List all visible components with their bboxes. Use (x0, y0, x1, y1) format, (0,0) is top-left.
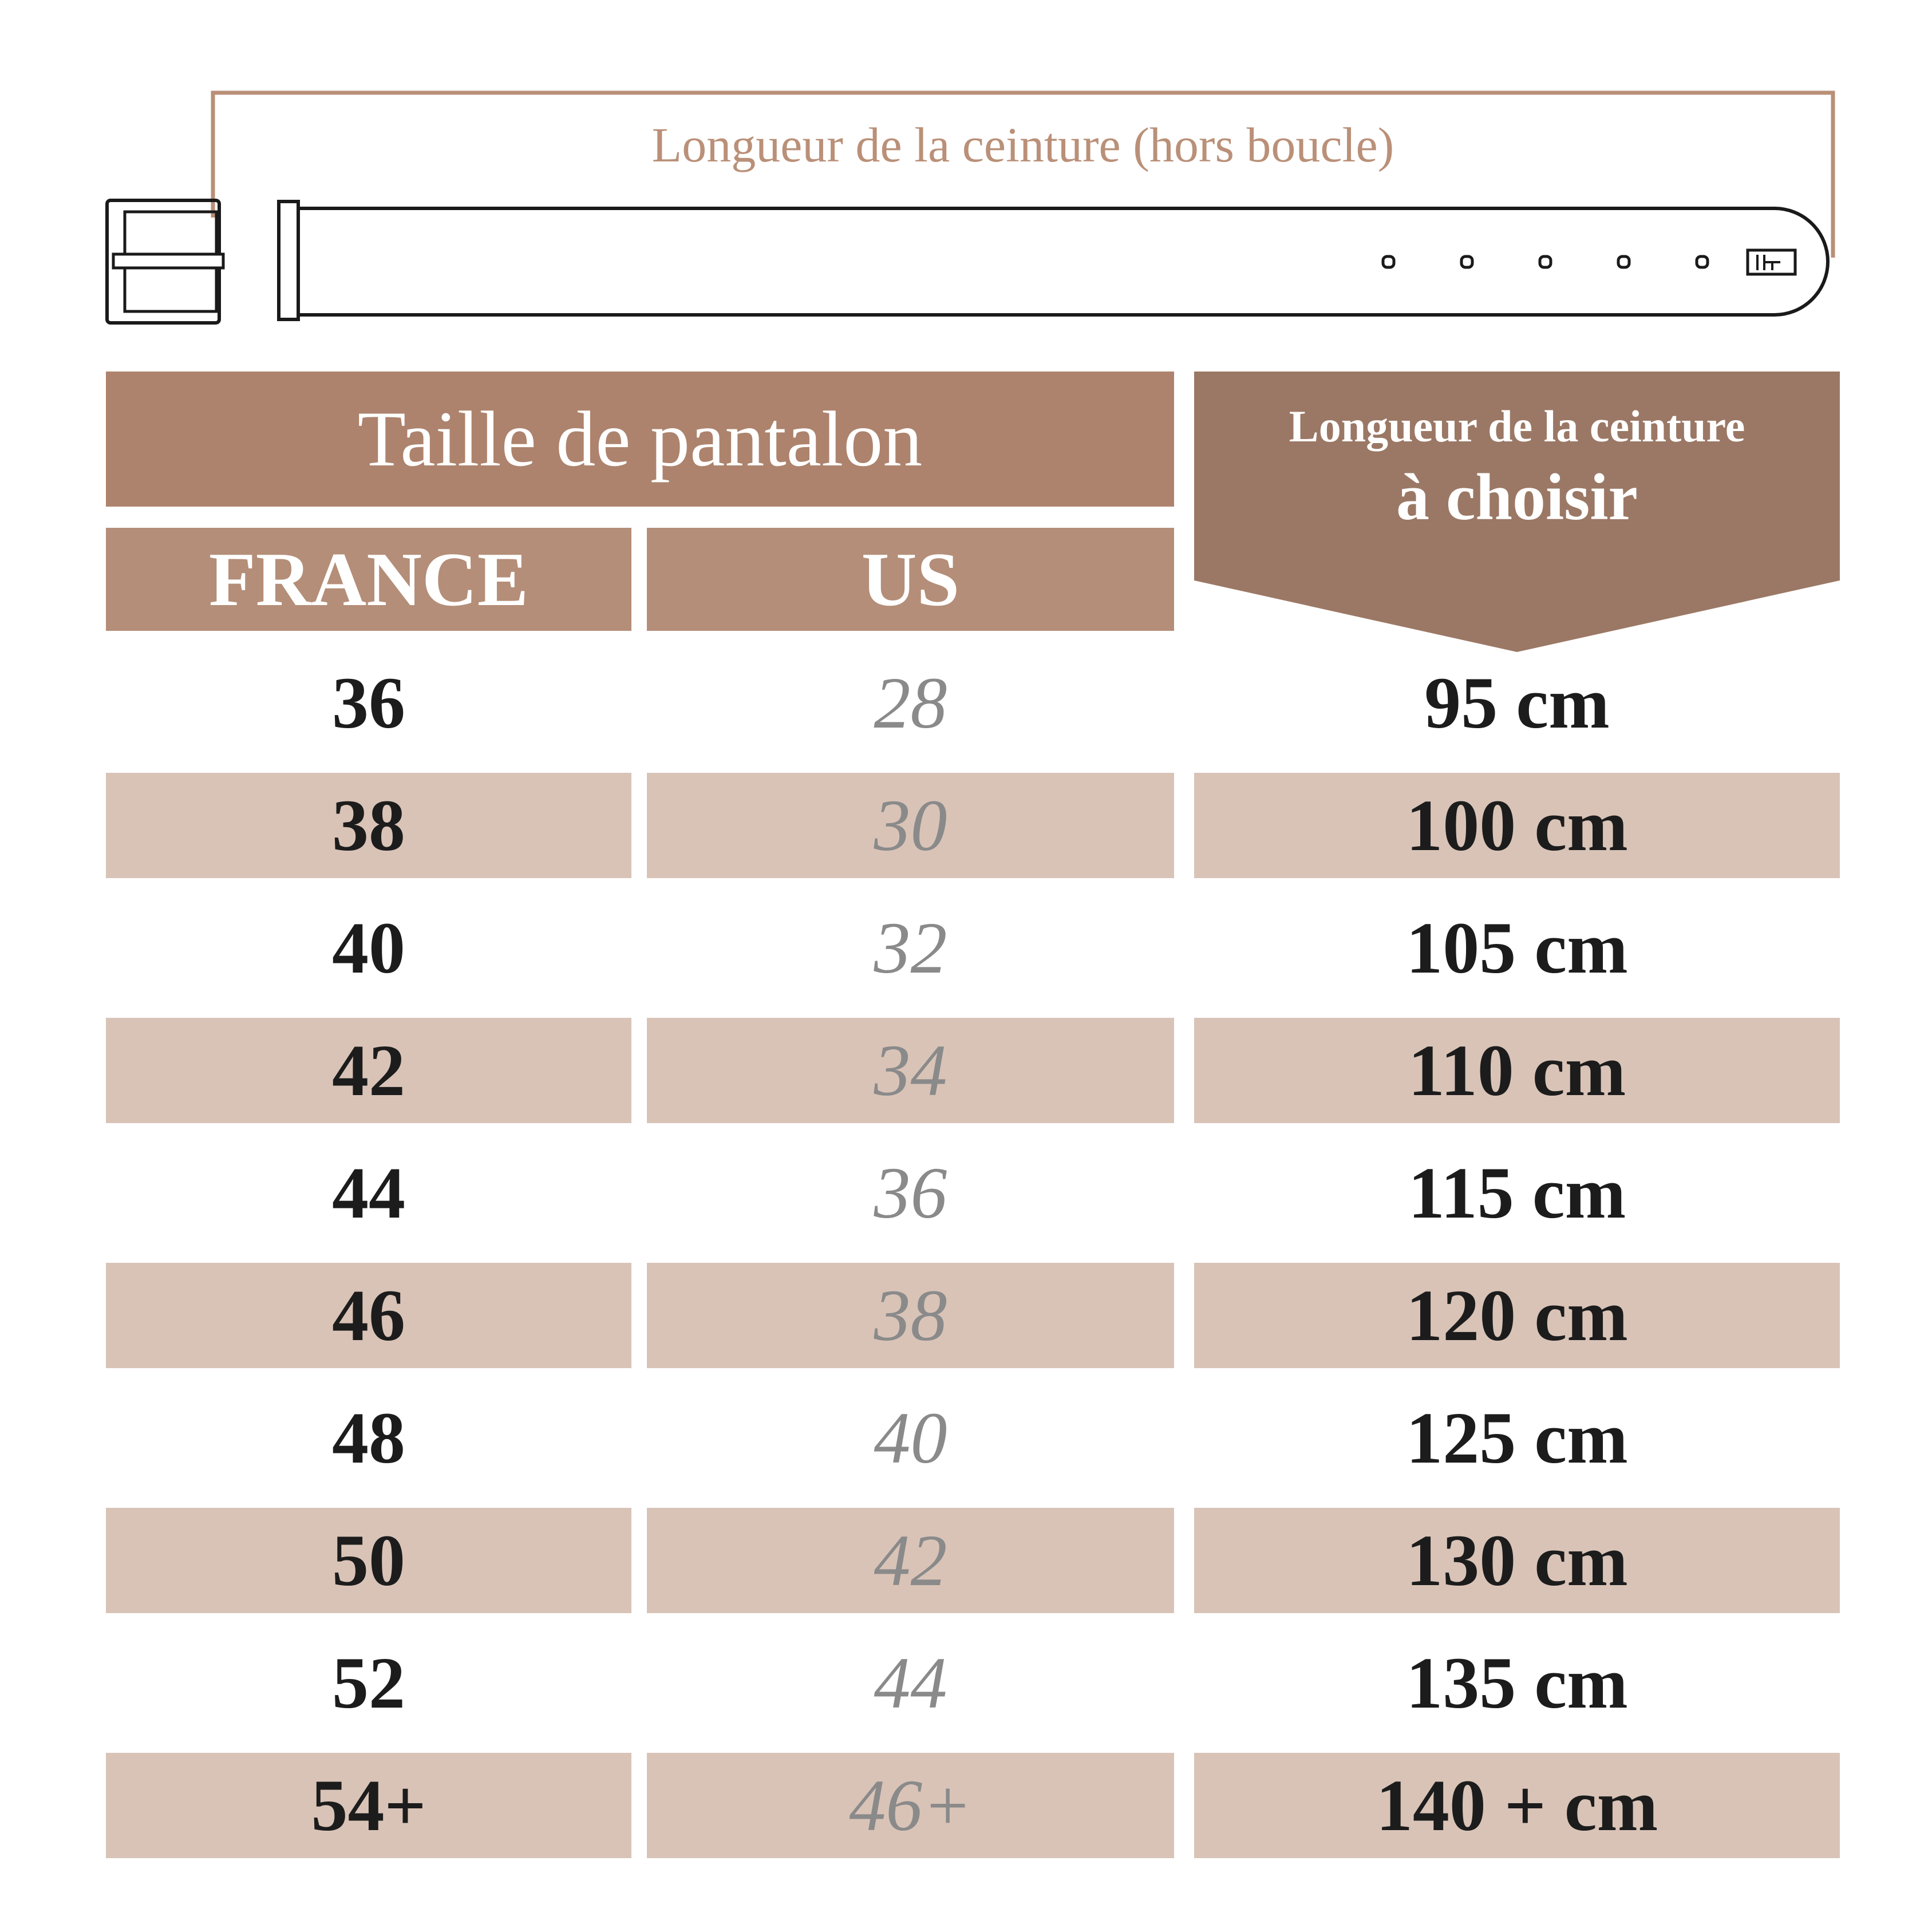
us-header: US (647, 528, 1174, 631)
us-size: 28 (874, 662, 947, 744)
belt-keeper (279, 202, 298, 319)
belt-hole (1461, 256, 1472, 267)
belt-length: 130 cm (1406, 1520, 1628, 1601)
buckle-icon (107, 200, 223, 323)
france-size: 52 (332, 1642, 405, 1724)
us-size: 44 (874, 1642, 947, 1724)
belt-illustration (0, 0, 1932, 355)
us-size: 30 (874, 785, 947, 866)
france-size: 48 (332, 1397, 405, 1479)
belt-length-header (1194, 401, 1840, 538)
belt-length: 115 cm (1408, 1152, 1626, 1234)
france-size: 54+ (311, 1765, 426, 1846)
us-size: 38 (874, 1275, 947, 1356)
belt-tip-logo-icon (1748, 250, 1795, 274)
france-size: 44 (332, 1152, 405, 1234)
belt-strap (297, 208, 1828, 315)
france-size: 38 (332, 785, 405, 866)
belt-length: 105 cm (1406, 907, 1628, 989)
belt-length: 100 cm (1406, 785, 1628, 866)
belt-diagram (0, 0, 1932, 355)
pants-size-header: Taille de pantalon (106, 372, 1174, 507)
france-size: 40 (332, 907, 405, 989)
france-header: FRANCE (106, 528, 631, 631)
france-size: 42 (332, 1030, 405, 1111)
belt-length: 95 cm (1424, 662, 1610, 744)
belt-header-line1: Longueur de la ceinture (1289, 401, 1745, 451)
belt-length-label: Longueur de la ceinture (hors boucle) (651, 117, 1394, 172)
us-size: 42 (874, 1520, 947, 1601)
belt-length: 110 cm (1408, 1030, 1626, 1111)
belt-length: 135 cm (1406, 1642, 1628, 1724)
france-size: 46 (332, 1275, 405, 1356)
belt-header-line2: à choisir (1396, 460, 1638, 534)
france-size: 50 (332, 1520, 405, 1601)
belt-hole (1697, 256, 1708, 267)
us-size: 40 (874, 1397, 947, 1479)
us-size: 36 (874, 1152, 947, 1234)
belt-length: 125 cm (1406, 1397, 1628, 1479)
belt-hole (1618, 256, 1629, 267)
belt-hole (1383, 256, 1394, 267)
us-size: 34 (874, 1030, 947, 1111)
belt-length: 140 + cm (1376, 1765, 1658, 1846)
france-size: 36 (332, 662, 405, 744)
belt-hole (1540, 256, 1551, 267)
us-size: 32 (874, 907, 947, 989)
belt-holes (1383, 256, 1708, 267)
us-size: 46+ (849, 1765, 972, 1846)
belt-length: 120 cm (1406, 1275, 1628, 1356)
